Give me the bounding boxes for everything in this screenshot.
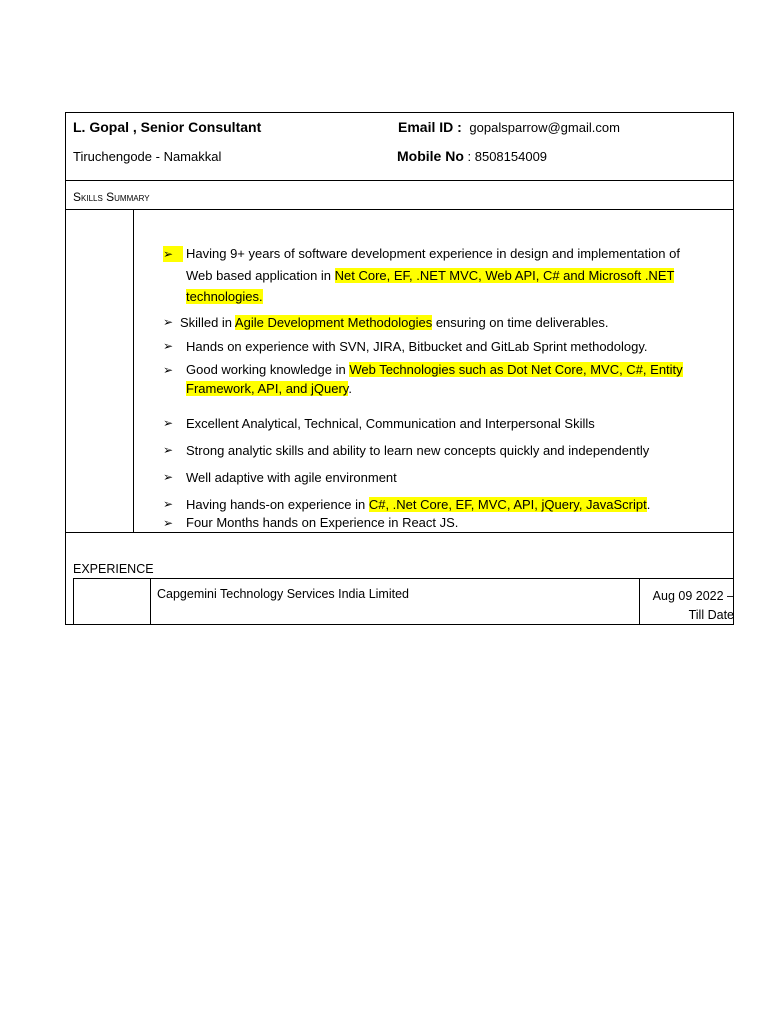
skill-item-1-line2: Web based application in Net Core, EF, .NET MVC, Web API, C# and Microsoft .NET [186, 267, 675, 283]
skill-item-2: Skilled in Agile Development Methodologies ensuring on time deliverables. [180, 315, 609, 330]
experience-left-border [73, 578, 74, 625]
experience-row-top [73, 578, 734, 579]
email-value[interactable]: gopalsparrow@gmail.com [469, 120, 620, 135]
bullet-arrow-icon: ➢ [163, 516, 174, 530]
bullet-arrow-icon: ➢ [163, 416, 174, 430]
experience-column-divider [150, 578, 151, 625]
experience-heading: EXPERIENCE [73, 562, 154, 576]
skill-item-1-line1: Having 9+ years of software development experience in design and implementation of [186, 246, 680, 261]
skills-heading-divider [65, 209, 734, 210]
employment-dates [653, 587, 734, 625]
name-title: L. Gopal , Senior Consultant [73, 119, 262, 135]
skill-item-7: Well adaptive with agile environment [186, 470, 397, 485]
mobile-value: 8508154009 [474, 149, 548, 164]
date-end: Till Date [688, 608, 734, 622]
skill-item-4: Good working knowledge in Web Technologies such as Dot Net Core, MVC, C#, Entity Framework, API, and jQuery. [186, 362, 683, 396]
skill-item-1 [186, 243, 680, 308]
skill-item-9: Four Months hands on Experience in React JS. [186, 515, 459, 530]
company-name: Capgemini Technology Services India Limited [157, 587, 409, 601]
bullet-arrow-icon: ➢ [163, 246, 183, 262]
bullet-arrow-icon: ➢ [163, 497, 174, 511]
location: Tiruchengode - Namakkal [73, 149, 222, 164]
skill-item-1-line3: technologies. [186, 289, 263, 304]
skills-heading: Skills Summary [73, 190, 150, 204]
experience-date-divider [639, 578, 640, 625]
bullet-arrow-icon: ➢ [163, 339, 174, 353]
bullet-arrow-icon: ➢ [163, 315, 174, 329]
mobile-row [397, 148, 547, 164]
bullet-arrow-icon: ➢ [163, 363, 174, 377]
skill-item-8: Having hands-on experience in C#, .Net Core, EF, MVC, API, jQuery, JavaScript. [186, 497, 651, 512]
skills-left-column-divider [133, 209, 134, 532]
mobile-separator: : [463, 149, 475, 164]
skill-item-6: Strong analytic skills and ability to learn new concepts quickly and independently [186, 443, 650, 458]
header-divider [65, 180, 734, 181]
email-row [398, 119, 620, 135]
email-label: Email ID : [398, 119, 462, 135]
mobile-label: Mobile No [397, 148, 464, 164]
bullet-arrow-icon: ➢ [163, 470, 174, 484]
date-start: Aug 09 2022 – [652, 589, 734, 603]
skill-item-3: Hands on experience with SVN, JIRA, Bitbucket and GitLab Sprint methodology. [186, 339, 648, 354]
bullet-arrow-icon: ➢ [163, 443, 174, 457]
skill-item-5: Excellent Analytical, Technical, Communication and Interpersonal Skills [186, 416, 595, 431]
